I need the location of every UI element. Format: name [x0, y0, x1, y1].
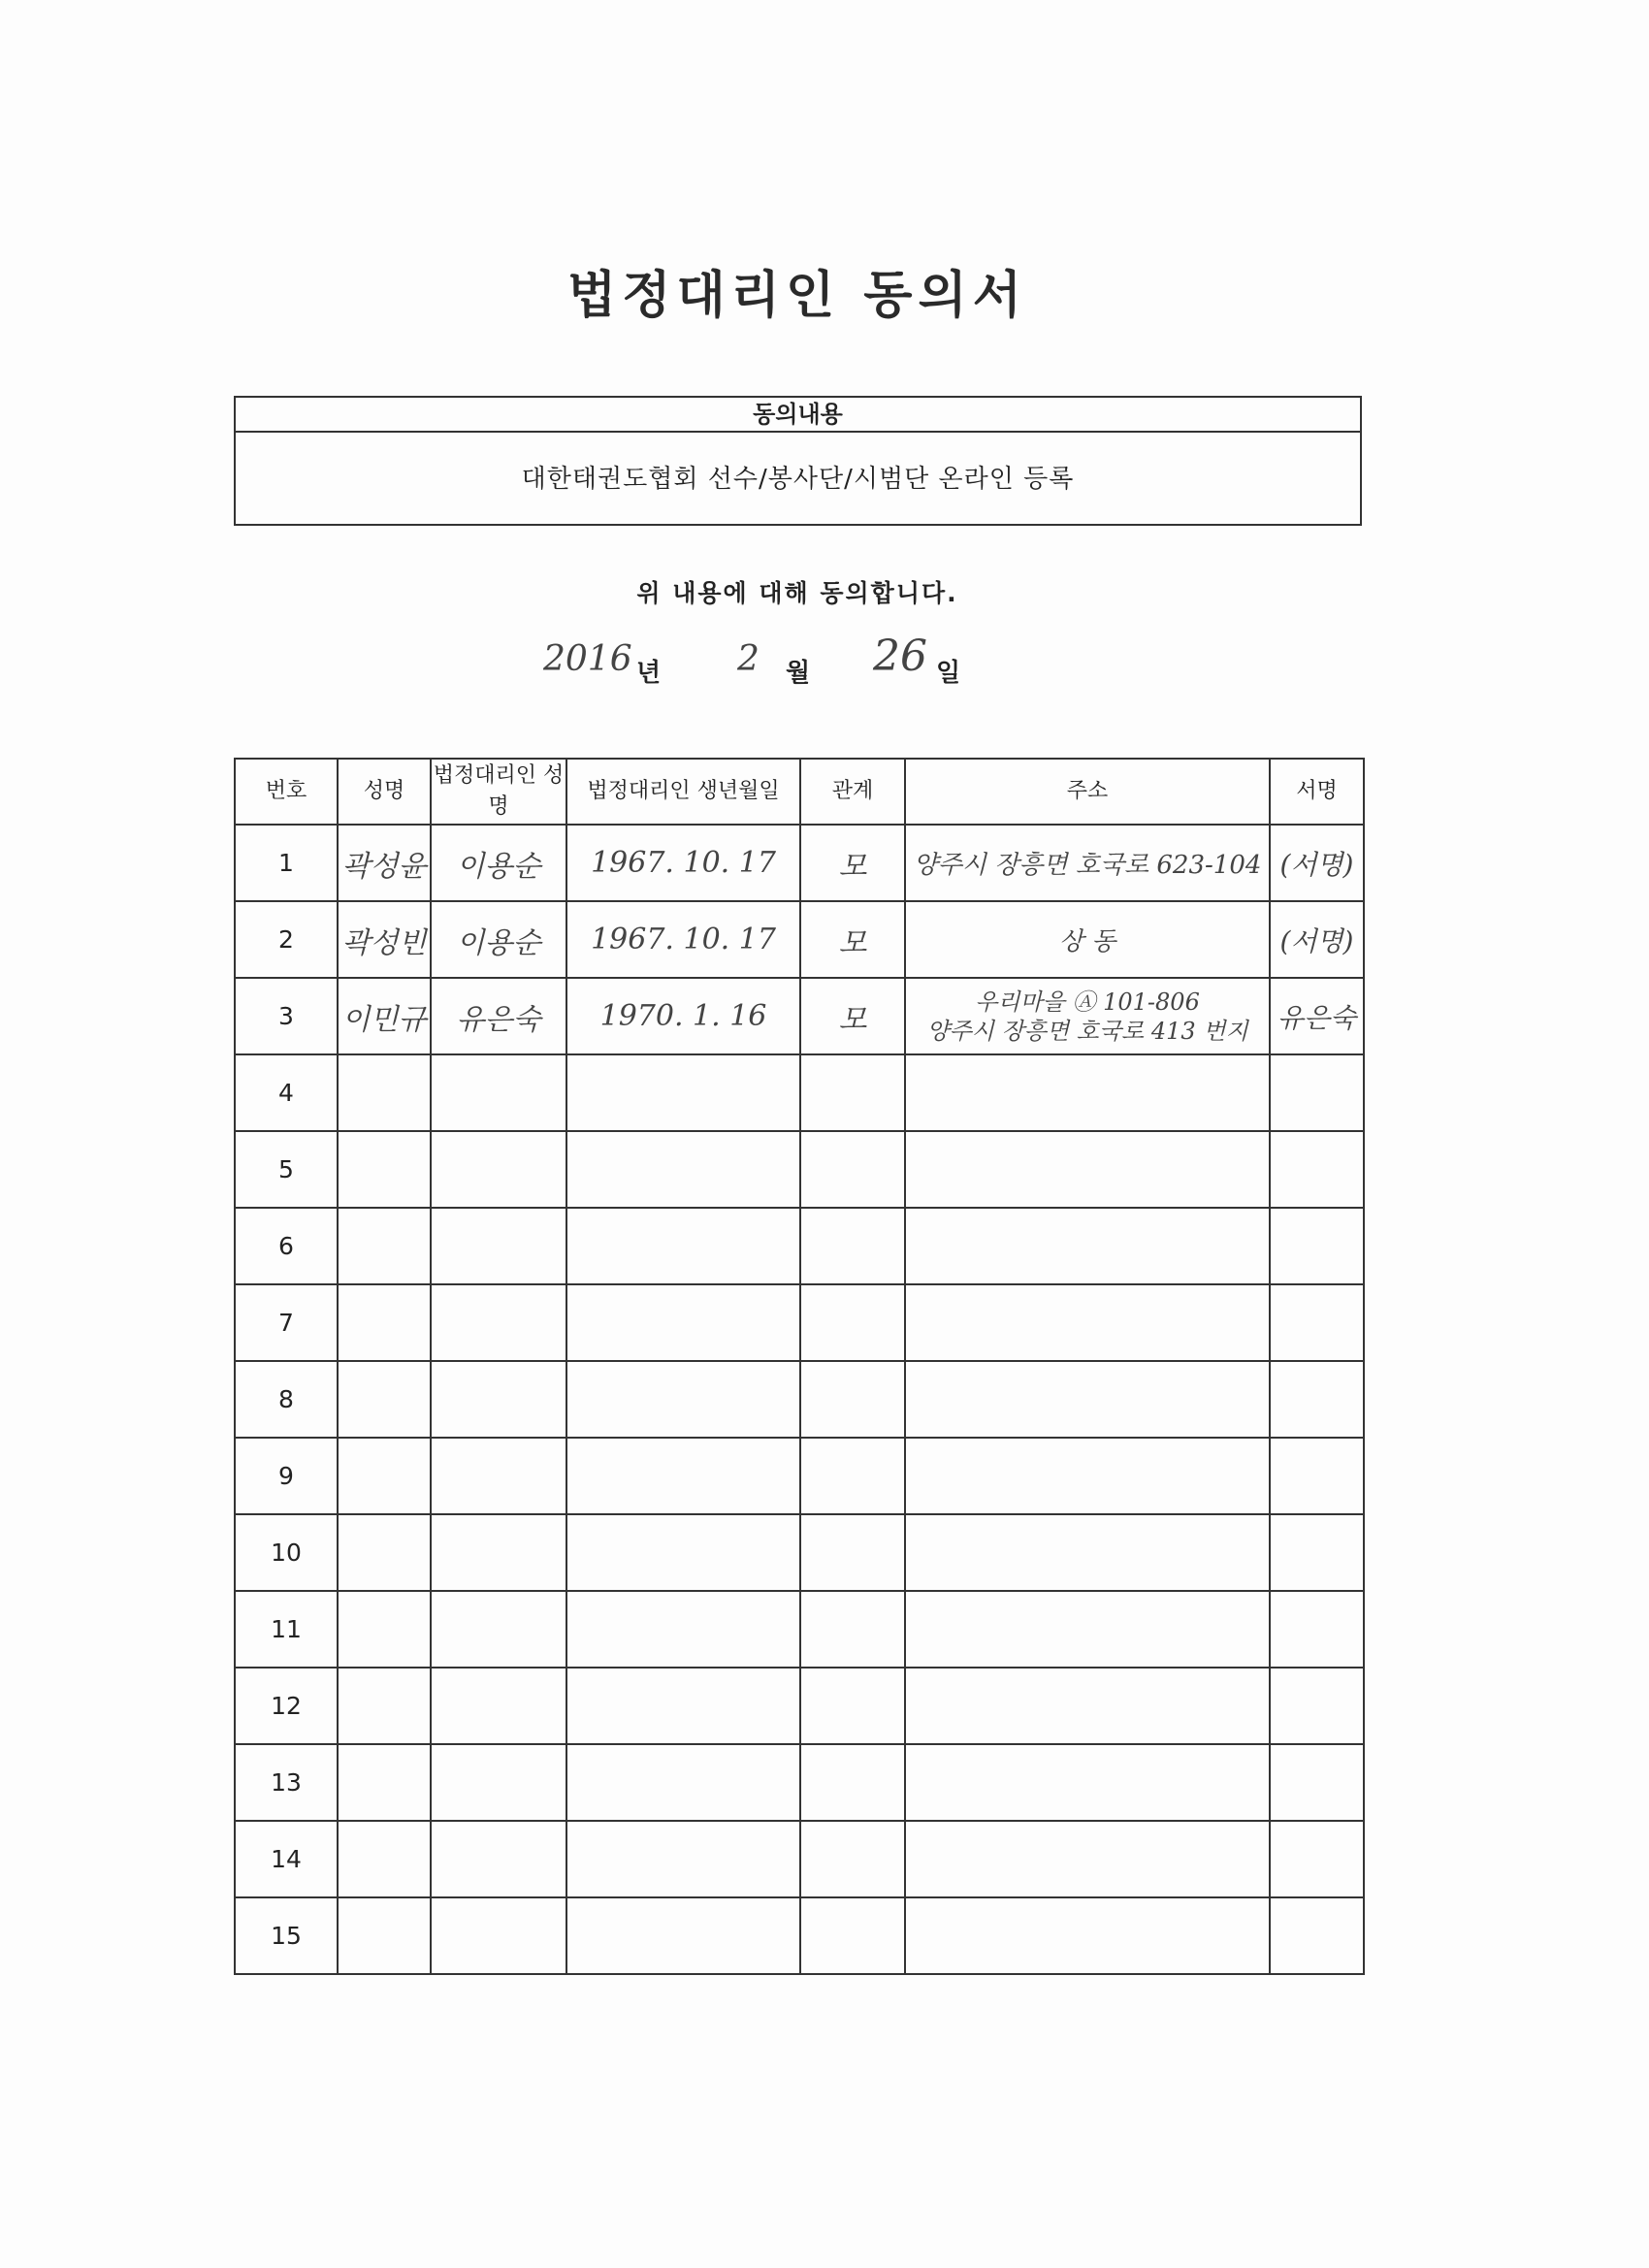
row-address-cell: [905, 1591, 1270, 1668]
consent-box: [234, 396, 1362, 526]
row-address: 상 동: [1058, 927, 1116, 956]
row-signature-cell: [1270, 1668, 1364, 1744]
header-guardian-birth: 법정대리인 생년월일: [566, 759, 800, 825]
row-number-cell: [235, 1897, 338, 1974]
row-number-cell: [235, 1591, 338, 1668]
row-relation-cell: [800, 1591, 905, 1668]
row-signature-cell: [1270, 1361, 1364, 1438]
row-guardian-birth-cell: [566, 1284, 800, 1361]
row-name: 곽성빈: [341, 925, 427, 960]
consent-body: 대한태권도협회 선수/봉사단/시범단 온라인 등록: [521, 465, 1075, 494]
table-row: [235, 1514, 1364, 1591]
row-guardian-name-cell: [431, 1591, 566, 1668]
row-guardian-name-cell: [431, 1514, 566, 1591]
row-relation-cell: [800, 1054, 905, 1131]
row-name-cell: [338, 978, 431, 1054]
row-name-cell: [338, 1821, 431, 1897]
row-relation-cell: [800, 1284, 905, 1361]
row-signature-cell: [1270, 1131, 1364, 1208]
row-guardian-birth-cell: [566, 1208, 800, 1284]
row-name-cell: [338, 1361, 431, 1438]
table-row: [235, 1438, 1364, 1514]
row-address-cell: [905, 1361, 1270, 1438]
row-address-cell: [905, 1054, 1270, 1131]
row-guardian-birth-cell: [566, 1438, 800, 1514]
row-relation-cell: [800, 1438, 905, 1514]
row-name-cell: [338, 1131, 431, 1208]
row-number-cell: [235, 1821, 338, 1897]
row-signature-cell: [1270, 1744, 1364, 1821]
row-number: 2: [278, 925, 294, 954]
row-number-cell: [235, 901, 338, 978]
row-signature-cell: [1270, 978, 1364, 1054]
row-guardian-name-cell: [431, 1438, 566, 1514]
row-address-cell: [905, 1668, 1270, 1744]
row-name-cell: [338, 1744, 431, 1821]
row-number-cell: [235, 1208, 338, 1284]
row-signature-cell: [1270, 1208, 1364, 1284]
row-guardian-name-cell: [431, 1744, 566, 1821]
row-signature-cell: [1270, 1591, 1364, 1668]
row-relation-cell: [800, 1897, 905, 1974]
row-guardian-birth-cell: [566, 825, 800, 901]
row-signature-cell: [1270, 1821, 1364, 1897]
row-relation-cell: [800, 1668, 905, 1744]
row-signature-cell: [1270, 1514, 1364, 1591]
row-number-cell: [235, 1668, 338, 1744]
row-number: 11: [271, 1615, 302, 1643]
row-address: 양주시 장흥면 호국로 623-104: [913, 851, 1262, 880]
row-address-cell: [905, 1514, 1270, 1591]
row-number: 12: [271, 1692, 302, 1720]
table-row: [235, 1208, 1364, 1284]
row-name-cell: [338, 1591, 431, 1668]
row-name-cell: [338, 825, 431, 901]
row-number-cell: [235, 1438, 338, 1514]
header-signature: 서명: [1270, 759, 1364, 825]
row-guardian-birth-cell: [566, 1054, 800, 1131]
date-day-value: 26: [873, 632, 927, 681]
row-guardian-name-cell: [431, 978, 566, 1054]
row-name-cell: [338, 1897, 431, 1974]
row-guardian-name-cell: [431, 1897, 566, 1974]
table-body: [235, 825, 1364, 1974]
row-name-cell: [338, 901, 431, 978]
row-address-cell: [905, 1897, 1270, 1974]
row-number-cell: [235, 1744, 338, 1821]
row-guardian-name-cell: [431, 1361, 566, 1438]
date-day-label: 일: [936, 659, 961, 688]
row-relation-cell: [800, 978, 905, 1054]
row-number-cell: [235, 978, 338, 1054]
row-number: 7: [278, 1309, 294, 1337]
table-row: [235, 1744, 1364, 1821]
consent-header: 동의내용: [236, 398, 1360, 433]
row-signature: 유은숙: [1277, 1001, 1357, 1034]
row-guardian-birth-cell: [566, 1131, 800, 1208]
row-number: 3: [278, 1002, 294, 1030]
row-relation: 모: [838, 849, 867, 884]
row-guardian-birth-cell: [566, 1361, 800, 1438]
row-name-cell: [338, 1438, 431, 1514]
header-guardian-name: 법정대리인 성명: [431, 759, 566, 825]
table-row: [235, 1591, 1364, 1668]
row-signature-cell: [1270, 825, 1364, 901]
row-guardian-birth-cell: [566, 1744, 800, 1821]
row-relation-cell: [800, 1208, 905, 1284]
row-signature-cell: [1270, 1284, 1364, 1361]
row-guardian-birth-cell: [566, 978, 800, 1054]
row-name: 곽성윤: [341, 849, 427, 884]
row-name-cell: [338, 1668, 431, 1744]
row-signature-cell: [1270, 901, 1364, 978]
row-signature-cell: [1270, 1054, 1364, 1131]
document-title: 법정대리인 동의서: [567, 267, 1027, 325]
date-year-value: 2016: [543, 639, 632, 679]
table-row: [235, 1821, 1364, 1897]
row-guardian-birth: 1970. 1. 16: [599, 999, 767, 1033]
row-number: 14: [271, 1845, 302, 1873]
row-number: 10: [271, 1539, 302, 1567]
row-relation: 모: [838, 1002, 867, 1037]
row-guardian-name: 유은숙: [456, 1002, 541, 1037]
row-relation-cell: [800, 1821, 905, 1897]
row-guardian-birth-cell: [566, 1821, 800, 1897]
row-signature: (서명): [1279, 848, 1354, 881]
row-relation-cell: [800, 1361, 905, 1438]
row-signature: (서명): [1279, 924, 1354, 957]
table-header-row: [235, 759, 1364, 825]
table-row: [235, 1361, 1364, 1438]
row-guardian-name-cell: [431, 1054, 566, 1131]
row-guardian-name-cell: [431, 1208, 566, 1284]
guardian-table: [234, 758, 1365, 1975]
row-address-cell: [905, 1438, 1270, 1514]
row-number: 5: [278, 1155, 294, 1183]
row-address-cell: [905, 825, 1270, 901]
row-signature-cell: [1270, 1897, 1364, 1974]
table-row: [235, 1897, 1364, 1974]
row-relation-cell: [800, 1514, 905, 1591]
row-name-cell: [338, 1054, 431, 1131]
row-address-cell: [905, 1744, 1270, 1821]
header-address: 주소: [905, 759, 1270, 825]
table-row: [235, 978, 1364, 1054]
table-row: [235, 1668, 1364, 1744]
row-guardian-name: 이용순: [456, 925, 541, 960]
row-relation-cell: [800, 825, 905, 901]
row-guardian-birth-cell: [566, 1591, 800, 1668]
row-number-cell: [235, 1514, 338, 1591]
table-row: [235, 1284, 1364, 1361]
row-relation-cell: [800, 1744, 905, 1821]
row-guardian-birth-cell: [566, 1897, 800, 1974]
row-relation-cell: [800, 901, 905, 978]
row-guardian-name-cell: [431, 901, 566, 978]
row-number: 13: [271, 1768, 302, 1797]
table-row: [235, 901, 1364, 978]
row-name-cell: [338, 1208, 431, 1284]
row-number: 15: [271, 1922, 302, 1950]
row-number: 4: [278, 1079, 294, 1107]
row-number-cell: [235, 1361, 338, 1438]
table-row: [235, 825, 1364, 901]
row-address-cell: [905, 978, 1270, 1054]
header-name: 성명: [338, 759, 431, 825]
row-address-cell: [905, 1131, 1270, 1208]
row-guardian-name-cell: [431, 1131, 566, 1208]
row-number-cell: [235, 825, 338, 901]
row-number-cell: [235, 1054, 338, 1131]
row-address-cell: [905, 1821, 1270, 1897]
row-number-cell: [235, 1284, 338, 1361]
row-name: 이민규: [341, 1002, 427, 1037]
header-number: 번호: [235, 759, 338, 825]
row-guardian-name-cell: [431, 1668, 566, 1744]
row-guardian-name-cell: [431, 825, 566, 901]
date-month-label: 월: [786, 659, 811, 688]
date-year-label: 년: [636, 659, 662, 688]
agree-statement: 위 내용에 대해 동의합니다.: [636, 579, 958, 607]
row-name-cell: [338, 1514, 431, 1591]
row-signature-cell: [1270, 1438, 1364, 1514]
row-number-cell: [235, 1131, 338, 1208]
row-number: 1: [278, 849, 294, 877]
date-month-value: 2: [737, 639, 760, 679]
header-relation: 관계: [800, 759, 905, 825]
row-guardian-birth-cell: [566, 1514, 800, 1591]
row-address-cell: [905, 1284, 1270, 1361]
row-guardian-name: 이용순: [456, 849, 541, 884]
row-address-cell: [905, 901, 1270, 978]
row-name-cell: [338, 1284, 431, 1361]
row-guardian-name-cell: [431, 1821, 566, 1897]
row-guardian-birth: 1967. 10. 17: [591, 923, 776, 956]
row-address-line2: 양주시 장흥면 호국로 413 번지: [926, 1017, 1248, 1045]
table-row: [235, 1131, 1364, 1208]
row-guardian-birth-cell: [566, 1668, 800, 1744]
row-relation: 모: [838, 925, 867, 960]
row-address: 우리마을 Ⓐ 101-806: [975, 988, 1200, 1016]
row-guardian-birth: 1967. 10. 17: [591, 846, 776, 880]
row-number: 8: [278, 1385, 294, 1413]
table-row: [235, 1054, 1364, 1131]
row-address-cell: [905, 1208, 1270, 1284]
row-relation-cell: [800, 1131, 905, 1208]
row-number: 9: [278, 1462, 294, 1490]
row-guardian-name-cell: [431, 1284, 566, 1361]
row-number: 6: [278, 1232, 294, 1260]
row-guardian-birth-cell: [566, 901, 800, 978]
